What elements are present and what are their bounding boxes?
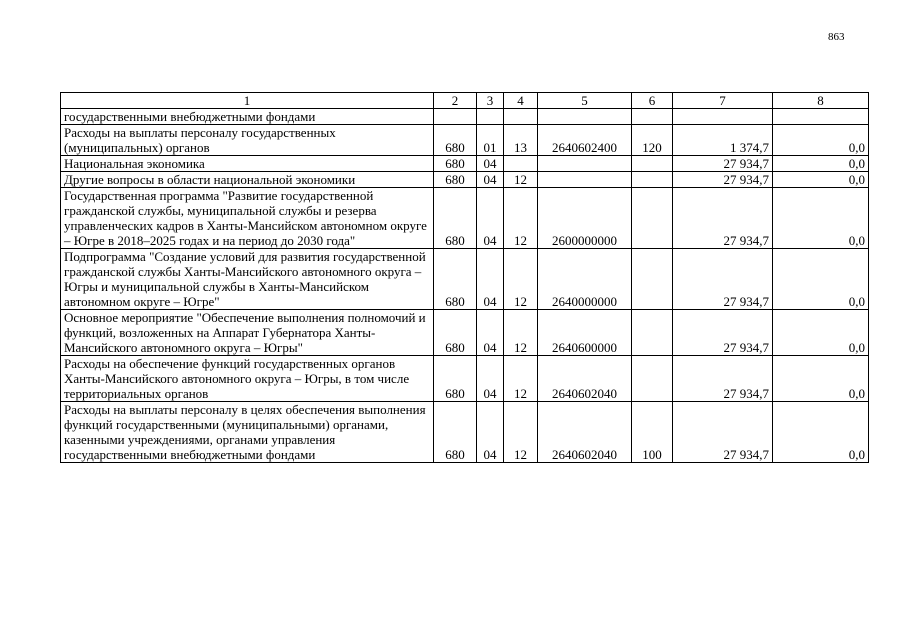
header-cell-8: 8 [773, 93, 869, 109]
row-subsection-cell [504, 156, 538, 172]
row-amount-cell: 27 934,7 [673, 172, 773, 188]
table-row [61, 156, 869, 172]
row-amount-2-cell: 0,0 [773, 310, 869, 356]
table-body [61, 93, 869, 463]
row-amount-2-cell: 0,0 [773, 249, 869, 310]
table-row [61, 310, 869, 356]
row-expense-type-cell [632, 188, 673, 249]
table-row [61, 356, 869, 402]
row-admin-code-cell: 680 [434, 310, 477, 356]
row-subsection-cell: 13 [504, 125, 538, 156]
row-admin-code-cell: 680 [434, 402, 477, 463]
row-amount-2-cell: 0,0 [773, 125, 869, 156]
table-row [61, 249, 869, 310]
row-subsection-cell: 12 [504, 402, 538, 463]
row-name-cell: Расходы на обеспечение функций государственных органов Ханты-Мансийского автономного округа – Югры, в том числе территориальных органов [61, 356, 434, 402]
row-expense-type-cell [632, 172, 673, 188]
row-amount-2-cell: 0,0 [773, 188, 869, 249]
row-expense-type-cell [632, 156, 673, 172]
row-expense-type-cell [632, 310, 673, 356]
row-expense-type-cell [632, 356, 673, 402]
row-name-cell: Подпрограмма "Создание условий для развития государственной гражданской службы Ханты-Мансийского автономного округа – Югры и муниципальной службы в Ханты-Мансийском автономном округе – Югре" [61, 249, 434, 310]
row-target-article-cell: 2640600000 [538, 310, 632, 356]
row-expense-type-cell: 120 [632, 125, 673, 156]
page-number: 863 [828, 31, 845, 43]
row-subsection-cell [504, 109, 538, 125]
header-cell-2: 2 [434, 93, 477, 109]
row-name-cell: Расходы на выплаты персоналу в целях обеспечения выполнения функций государственными (муниципальными) органами, казенными учреждениями, органами управления государственными внебюджетными фондами [61, 402, 434, 463]
row-target-article-cell: 2600000000 [538, 188, 632, 249]
row-subsection-cell: 12 [504, 249, 538, 310]
row-section-cell: 01 [477, 125, 504, 156]
row-amount-cell: 27 934,7 [673, 310, 773, 356]
row-amount-2-cell: 0,0 [773, 172, 869, 188]
row-amount-cell: 27 934,7 [673, 249, 773, 310]
header-cell-6: 6 [632, 93, 673, 109]
row-target-article-cell: 2640602040 [538, 402, 632, 463]
row-amount-2-cell [773, 109, 869, 125]
row-name-cell: Расходы на выплаты персоналу государственных (муниципальных) органов [61, 125, 434, 156]
row-section-cell: 04 [477, 249, 504, 310]
row-name-cell: Другие вопросы в области национальной экономики [61, 172, 434, 188]
table-header-row [61, 93, 869, 109]
row-amount-cell [673, 109, 773, 125]
row-subsection-cell: 12 [504, 356, 538, 402]
row-section-cell: 04 [477, 172, 504, 188]
row-subsection-cell: 12 [504, 310, 538, 356]
header-cell-7: 7 [673, 93, 773, 109]
table-row [61, 188, 869, 249]
header-cell-1: 1 [61, 93, 434, 109]
row-expense-type-cell [632, 249, 673, 310]
row-admin-code-cell: 680 [434, 125, 477, 156]
row-target-article-cell [538, 156, 632, 172]
row-amount-cell: 27 934,7 [673, 356, 773, 402]
row-section-cell: 04 [477, 356, 504, 402]
row-section-cell [477, 109, 504, 125]
row-amount-2-cell: 0,0 [773, 356, 869, 402]
row-target-article-cell [538, 109, 632, 125]
row-admin-code-cell: 680 [434, 156, 477, 172]
table-row [61, 402, 869, 463]
row-admin-code-cell: 680 [434, 356, 477, 402]
row-amount-cell: 27 934,7 [673, 156, 773, 172]
header-cell-5: 5 [538, 93, 632, 109]
row-name-cell: Основное мероприятие "Обеспечение выполнения полномочий и функций, возложенных на Аппарат Губернатора Ханты-Мансийского автономного округа – Югры" [61, 310, 434, 356]
header-cell-3: 3 [477, 93, 504, 109]
row-amount-2-cell: 0,0 [773, 402, 869, 463]
row-amount-2-cell: 0,0 [773, 156, 869, 172]
row-section-cell: 04 [477, 310, 504, 356]
row-amount-cell: 27 934,7 [673, 188, 773, 249]
header-cell-4: 4 [504, 93, 538, 109]
row-section-cell: 04 [477, 188, 504, 249]
budget-table [60, 92, 869, 463]
row-target-article-cell: 2640602040 [538, 356, 632, 402]
row-target-article-cell [538, 172, 632, 188]
row-subsection-cell: 12 [504, 188, 538, 249]
row-name-cell: Государственная программа "Развитие государственной гражданской службы, муниципальной службы и резерва управленческих кадров в Ханты-Мансийском автономном округе – Югре в 2018–2025 годах и на период до 2030 года" [61, 188, 434, 249]
row-expense-type-cell [632, 109, 673, 125]
row-admin-code-cell: 680 [434, 188, 477, 249]
row-amount-cell: 1 374,7 [673, 125, 773, 156]
table-row [61, 109, 869, 125]
row-subsection-cell: 12 [504, 172, 538, 188]
row-amount-cell: 27 934,7 [673, 402, 773, 463]
row-target-article-cell: 2640602400 [538, 125, 632, 156]
table-row [61, 172, 869, 188]
row-name-cell: государственными внебюджетными фондами [61, 109, 434, 125]
row-section-cell: 04 [477, 156, 504, 172]
row-admin-code-cell: 680 [434, 249, 477, 310]
row-expense-type-cell: 100 [632, 402, 673, 463]
row-name-cell: Национальная экономика [61, 156, 434, 172]
row-target-article-cell: 2640000000 [538, 249, 632, 310]
row-section-cell: 04 [477, 402, 504, 463]
row-admin-code-cell: 680 [434, 172, 477, 188]
table-row [61, 125, 869, 156]
row-admin-code-cell [434, 109, 477, 125]
